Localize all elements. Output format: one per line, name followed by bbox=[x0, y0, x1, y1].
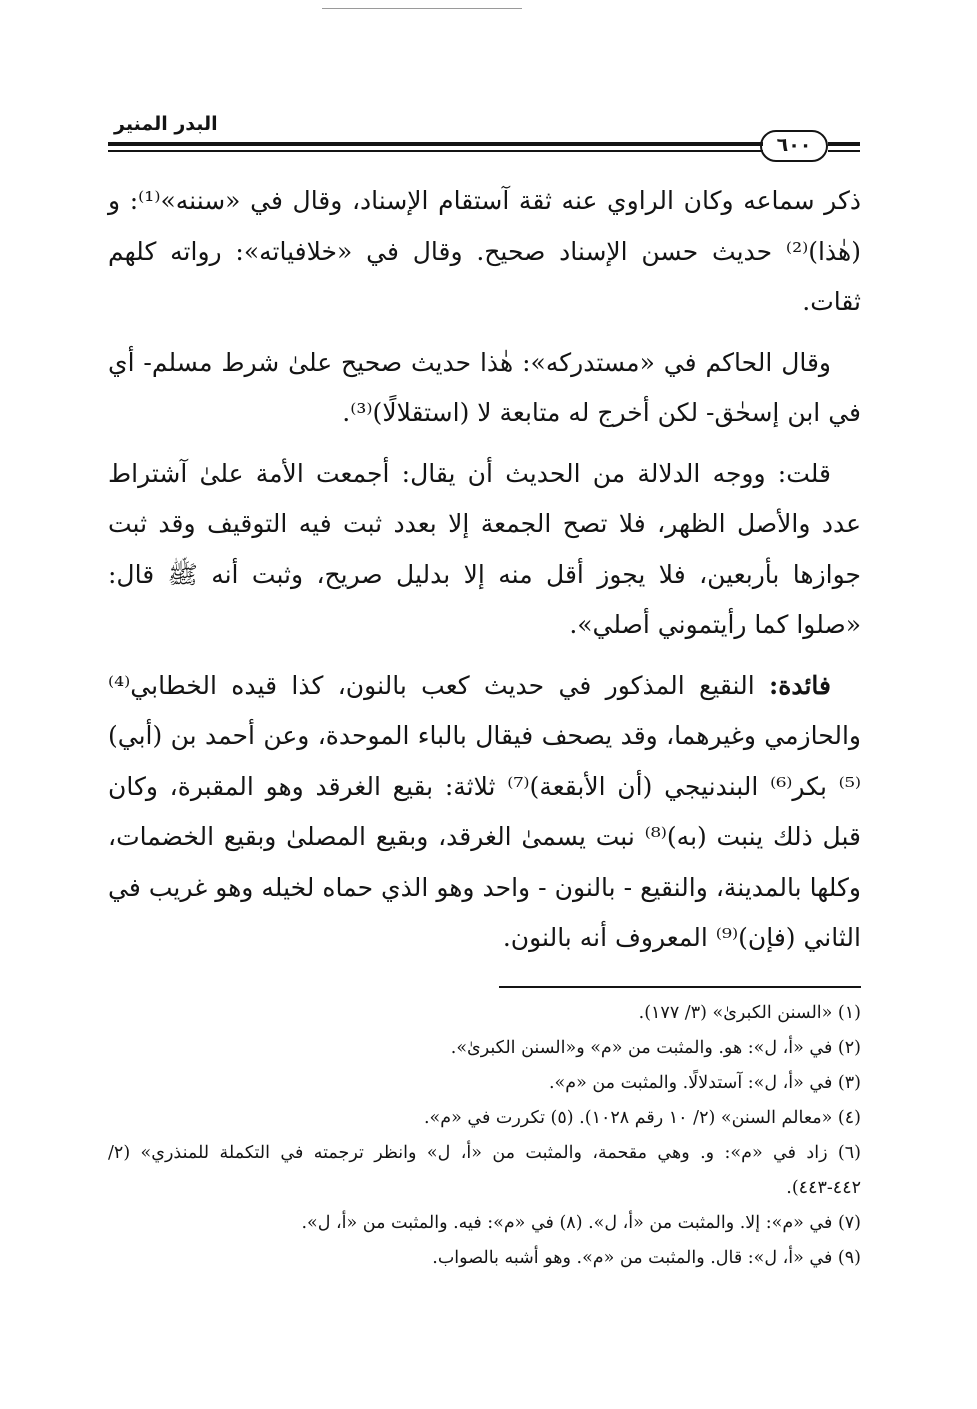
paragraph bbox=[108, 338, 861, 439]
running-header bbox=[108, 112, 860, 160]
footnote: (٣) في «أ، ل»: آستدلالًا. والمثبت من «م». bbox=[548, 1073, 861, 1093]
paragraph-text: ذكر سماعه وكان الراوي عنه ثقة آستقام الإسناد، وقال في «سننه»⁽¹⁾: و (هٰذا)⁽²⁾ حديث حسن الإسناد صحيح. وقال في «خلافياته»: رواته كلهم ثقات. bbox=[108, 186, 862, 316]
paragraph bbox=[108, 661, 861, 964]
footnote: (٢) في «أ، ل»: هو. والمثبت من «م» و«السنن الكبرىٰ». bbox=[450, 1038, 861, 1058]
paragraph bbox=[108, 176, 861, 328]
header-rule-thin bbox=[108, 150, 763, 152]
header-rule-tail-thick bbox=[828, 142, 860, 146]
footnote: (٤) «معالم السنن» (٢/ ١٠ رقم ١٠٢٨). (٥) تكررت في «م». bbox=[423, 1108, 861, 1128]
page-number: ٦٠٠ bbox=[760, 130, 828, 162]
paragraph-text: قلت: ووجه الدلالة من الحديث أن يقال: أجمعت الأمة علىٰ آشتراط عدد والأصل الظهر، فلا تصح الجمعة إلا بعدد ثبت فيه التوقيف وقد ثبت جوازها بأربعين، فلا يجوز أقل منه إلا بدليل صريح، وثبت أنه ﷺ قال: «صلوا كما رأيتموني أصلي». bbox=[108, 458, 861, 639]
header-rule-tail-thin bbox=[828, 150, 860, 152]
book-title: البدر المنير bbox=[114, 113, 218, 135]
paragraph bbox=[108, 449, 861, 651]
paragraph-text: النقيع المذكور في حديث كعب بالنون، كذا قيده الخطابي⁽⁴⁾ والحازمي وغيرهما، وقد يصحف فيقال بالباء الموحدة، وعن أحمد بن (أبي)⁽⁵⁾ بكر⁽⁶⁾ البندنيجي (أن الأبقعة)⁽⁷⁾ ثلاثة: بقيع الغرقد وهو المقبرة، وكان قبل ذلك ينبت (به)⁽⁸⁾ نبت يسمىٰ الغرقد، وبقيع المصلىٰ وبقيع الخضمات، وكلها بالمدينة، والنقيع - بالنون - واحد وهو الذي حماه لخيله وهو غريب في الثاني (فإن)⁽⁹⁾ المعروف أنه بالنون. bbox=[108, 670, 861, 952]
footnote: (٧) في «م»: إلا. والمثبت من «أ، ل». (٨) في «م»: فيه. والمثبت من «أ، ل». bbox=[301, 1213, 861, 1233]
footnote: (٩) في «أ، ل»: قال. والمثبت من «م». وهو أشبه بالصواب. bbox=[432, 1248, 861, 1268]
paragraph-text: وقال الحاكم في «مستدركه»: هٰذا حديث صحيح علىٰ شرط مسلم- أي في ابن إسحٰق- لكن أخرج له متابعة لا (استقلالًا)⁽³⁾. bbox=[108, 347, 861, 427]
paragraph-lead: فائدة: bbox=[769, 670, 831, 700]
body-text bbox=[108, 176, 861, 974]
footnote: (٦) زاد في «م»: و. وهي مقحمة، والمثبت من «أ، ل» وانظر ترجمته في التكملة للمنذري» (٢/ ٤٤٢-٤٤٣). bbox=[108, 1143, 861, 1198]
footnotes bbox=[108, 996, 861, 1276]
top-scan-rule bbox=[322, 8, 522, 9]
footnote-separator bbox=[499, 986, 861, 988]
footnote: (١) «السنن الكبرىٰ» (٣/ ١٧٧). bbox=[638, 1003, 861, 1023]
header-rule-thick bbox=[108, 142, 763, 146]
